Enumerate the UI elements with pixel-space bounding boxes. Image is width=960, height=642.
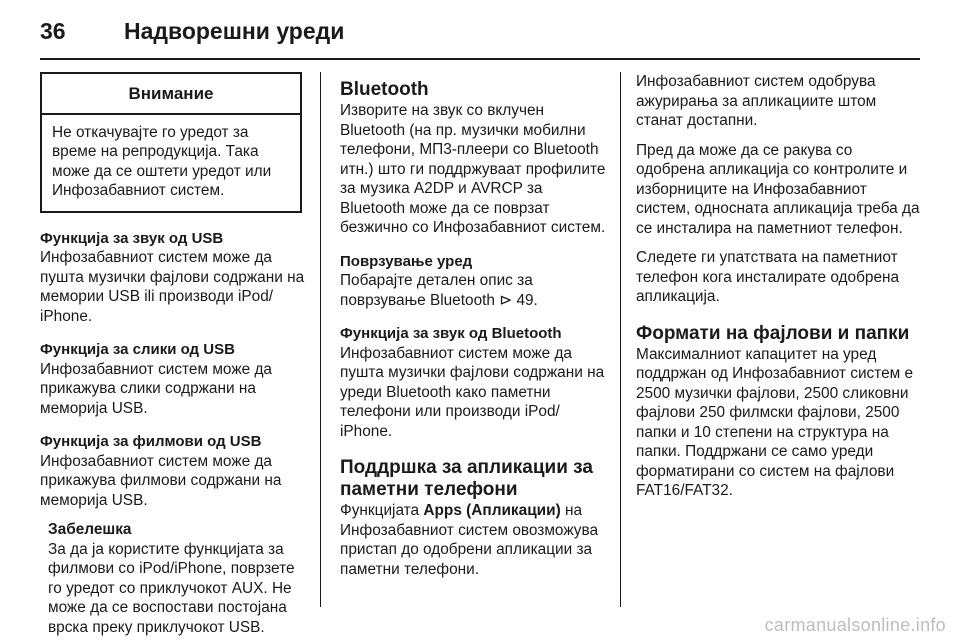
formats-heading: Формати на фајлови и папки bbox=[636, 322, 910, 344]
note-text: За да ја користите функцијата за филмови со iPod/iPhone, поврзете го уредот со приклучокот AUX. Не може да се воспостави постојана врска преку приклучокот USB. bbox=[48, 540, 295, 636]
connect-text bbox=[340, 271, 608, 310]
warning-title: Внимание bbox=[42, 74, 300, 115]
instructions-paragraph: Следете ги упатствата на паметниот телефон кога инсталирате одобрена апликација. bbox=[636, 249, 900, 305]
column-1 bbox=[40, 72, 306, 637]
column-divider-1 bbox=[320, 72, 321, 607]
column-divider-2 bbox=[620, 72, 621, 607]
images-usb-heading: Функција за слики од USB bbox=[40, 341, 235, 358]
apps-text bbox=[340, 501, 608, 579]
bluetooth-text: Изворите на звук со вклучен Bluetooth (на пр. музички мобилни телефони, МП3-плеери со Bluetooth итн.) што ги поддржуваат профилите за музика A2DP и AVRCP за Bluetooth може да се поврзат безжично со Инфозабавниот систем. bbox=[340, 102, 606, 236]
column-2 bbox=[340, 79, 608, 579]
apps-term: Apps (Апликации) bbox=[423, 502, 561, 519]
bluetooth-heading: Bluetooth bbox=[340, 79, 429, 100]
column-3 bbox=[636, 72, 924, 501]
apps-heading: Поддршка за апликации за паметни телефони bbox=[340, 457, 593, 500]
movies-usb-heading: Функција за филмови од USB bbox=[40, 433, 262, 450]
watermark: carmanualsonline.info bbox=[764, 615, 946, 635]
connect-heading: Поврзување уред bbox=[340, 252, 473, 270]
images-usb-text: Инфозабавниот систем може да прикажува слики содржани на меморија USB. bbox=[40, 360, 272, 417]
header-divider bbox=[40, 58, 920, 60]
formats-text: Максималниот капацитет на уред поддржан од Инфозабавниот систем е 2500 музички фајлови, 2500 сликовни фајлови 250 филмски фајлови, 2500 папки и 10 степени на структура на папки. Поддржани се само уреди форматирани со систем на фајлови FAT16/FAT32. bbox=[636, 345, 914, 499]
connect-ref-page[interactable]: 49. bbox=[516, 291, 538, 309]
apps-text-prefix: Функцијата bbox=[340, 502, 424, 519]
audio-bt-text: Инфозабавниот систем може да пушта музички фајлови содржани на уреди Bluetooth како паметни телефони или производи iPod/ iPhone. bbox=[340, 344, 605, 440]
audio-bt-heading: Функција за звук од Bluetooth bbox=[340, 325, 562, 342]
page-ref-icon: ⊳ bbox=[499, 291, 513, 309]
audio-usb-heading: Функција за звук од USB bbox=[40, 229, 224, 247]
note-block bbox=[48, 520, 306, 637]
page-number: 36 bbox=[40, 18, 66, 44]
warning-box bbox=[40, 72, 302, 213]
connect-text-body: Побарајте детален опис за поврзување Bluetooth bbox=[340, 272, 533, 309]
apps-text-suffix: на Инфозабавниот систем овозможува пристап до одобрени апликации за паметни телефони. bbox=[340, 502, 599, 578]
install-paragraph: Пред да може да се ракува со одобрена апликација со контролите и изборниците на Инфозабавниот систем, односната апликација треба да се инсталира на паметниот телефон. bbox=[636, 141, 920, 237]
page-header bbox=[40, 18, 344, 58]
audio-usb-text: Инфозабавниот систем може да пушта музички фајлови содржани на мемории USB ili производи iPod/ iPhone. bbox=[40, 249, 305, 325]
note-title: Забелешка bbox=[48, 521, 132, 538]
movies-usb-text: Инфозабавниот систем може да прикажува филмови содржани на меморија USB. bbox=[40, 452, 282, 509]
updates-paragraph: Инфозабавниот систем одобрува ажурирања за апликациите штом станат достапни. bbox=[636, 73, 877, 129]
warning-text: Не откачувајте го уредот за време на репродукција. Така може да се оштети уредот или Инфозабавниот систем. bbox=[52, 123, 272, 199]
page-title: Надворешни уреди bbox=[124, 18, 345, 44]
